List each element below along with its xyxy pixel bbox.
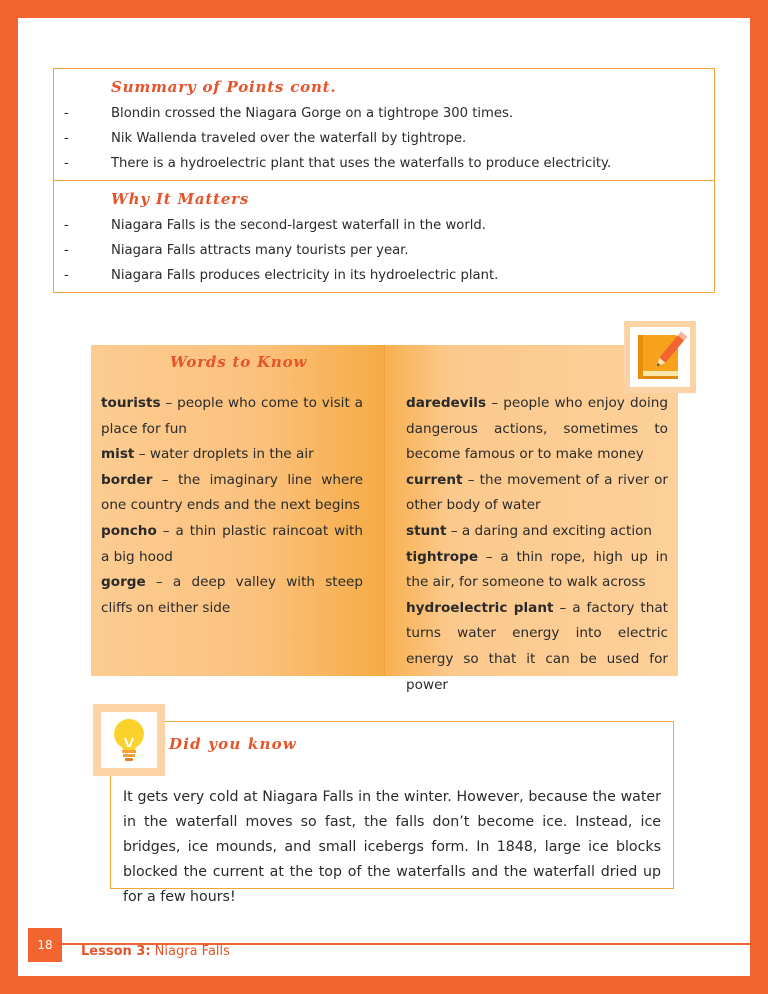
- why-item: [54, 264, 714, 288]
- term: stunt: [406, 522, 447, 539]
- definition: – a factory that turns water energy into electric energy so that it can be used for power: [406, 599, 668, 693]
- why-title: Why It Matters: [111, 190, 250, 208]
- section-divider: [54, 180, 714, 181]
- notebook-badge: [624, 321, 696, 393]
- summary-item-text: Blondin crossed the Niagara Gorge on a tightrope 300 times.: [111, 106, 514, 121]
- definition: – a deep valley with steep cliffs on either side: [101, 574, 363, 616]
- term: tourists: [101, 395, 161, 411]
- lesson-label: Lesson 3:: [81, 944, 151, 959]
- definition-item: [101, 519, 363, 570]
- page: [18, 18, 750, 976]
- why-item: [54, 214, 714, 238]
- summary-item: [54, 152, 714, 176]
- definition-item: [101, 570, 363, 621]
- summary-item-text: There is a hydroelectric plant that uses the waterfalls to produce electricity.: [111, 156, 612, 171]
- bulb-badge: [93, 704, 165, 776]
- definition: – people who enjoy doing dangerous actions, sometimes to become famous or to make money: [406, 395, 668, 463]
- definition-item: [101, 442, 363, 468]
- did-you-know-text: It gets very cold at Niagara Falls in the winter. However, because the water in the waterfall moves so fast, the falls don’t become ice. Instead, ice bridges, ice mounds, and small icebergs form. In 1848, large ice blocks blocked the current at the top of the waterfalls and the waterfall dried up for a few hours!: [123, 789, 661, 905]
- bullet-dash: -: [64, 243, 69, 258]
- summary-item: [54, 102, 714, 126]
- words-column-right: [384, 345, 678, 693]
- definition-list-right: [406, 391, 668, 698]
- why-item-text: Niagara Falls produces electricity in its hydroelectric plant.: [111, 268, 499, 283]
- definition: – a thin plastic raincoat with a big hood: [101, 522, 363, 565]
- bullet-dash: -: [64, 268, 69, 283]
- words-column-left: [91, 345, 384, 676]
- definition: – the imaginary line where one country ends and the next begins: [101, 471, 363, 514]
- summary-item: [54, 127, 714, 151]
- bullet-dash: -: [64, 106, 69, 121]
- definition: – the movement of a river or other body of water: [406, 471, 668, 514]
- bullet-dash: -: [64, 218, 69, 233]
- summary-box: [53, 68, 715, 293]
- term: poncho: [101, 522, 157, 539]
- did-you-know-title: Did you know: [169, 735, 297, 753]
- term: border: [101, 471, 153, 488]
- definition-item: [406, 519, 668, 545]
- definition-item: [406, 468, 668, 519]
- term: tightrope: [406, 548, 479, 565]
- words-to-know-panel: [91, 345, 678, 693]
- definition-item: [406, 545, 668, 596]
- definition-item: [101, 468, 363, 519]
- notebook-pencil-icon: [630, 327, 690, 387]
- why-item-text: Niagara Falls attracts many tourists per year.: [111, 243, 409, 258]
- definition: – people who come to visit a place for fun: [101, 395, 363, 437]
- footer-lesson: [81, 944, 230, 959]
- lesson-name: Niagra Falls: [150, 944, 230, 959]
- definition-item: [101, 391, 363, 442]
- definition: – a thin rope, high up in the air, for someone to walk across: [406, 548, 668, 591]
- summary-item-text: Nik Wallenda traveled over the waterfall by tightrope.: [111, 131, 467, 146]
- term: gorge: [101, 574, 146, 591]
- why-item-text: Niagara Falls is the second-largest waterfall in the world.: [111, 218, 486, 233]
- lightbulb-icon: [101, 712, 157, 768]
- term: current: [406, 471, 463, 488]
- bullet-dash: -: [64, 131, 69, 146]
- words-title: Words to Know: [170, 353, 308, 371]
- summary-title: Summary of Points cont.: [111, 78, 337, 96]
- why-item: [54, 239, 714, 263]
- definition: – water droplets in the air: [134, 446, 314, 463]
- term: daredevils: [406, 395, 487, 411]
- term: mist: [101, 446, 135, 463]
- bullet-dash: -: [64, 156, 69, 171]
- definition-item: [406, 596, 668, 698]
- term: hydroelectric plant: [406, 599, 554, 616]
- definition-item: [406, 391, 668, 468]
- definition-list-left: [101, 391, 363, 621]
- page-number: 18: [28, 928, 62, 962]
- definition: – a daring and exciting action: [446, 522, 653, 539]
